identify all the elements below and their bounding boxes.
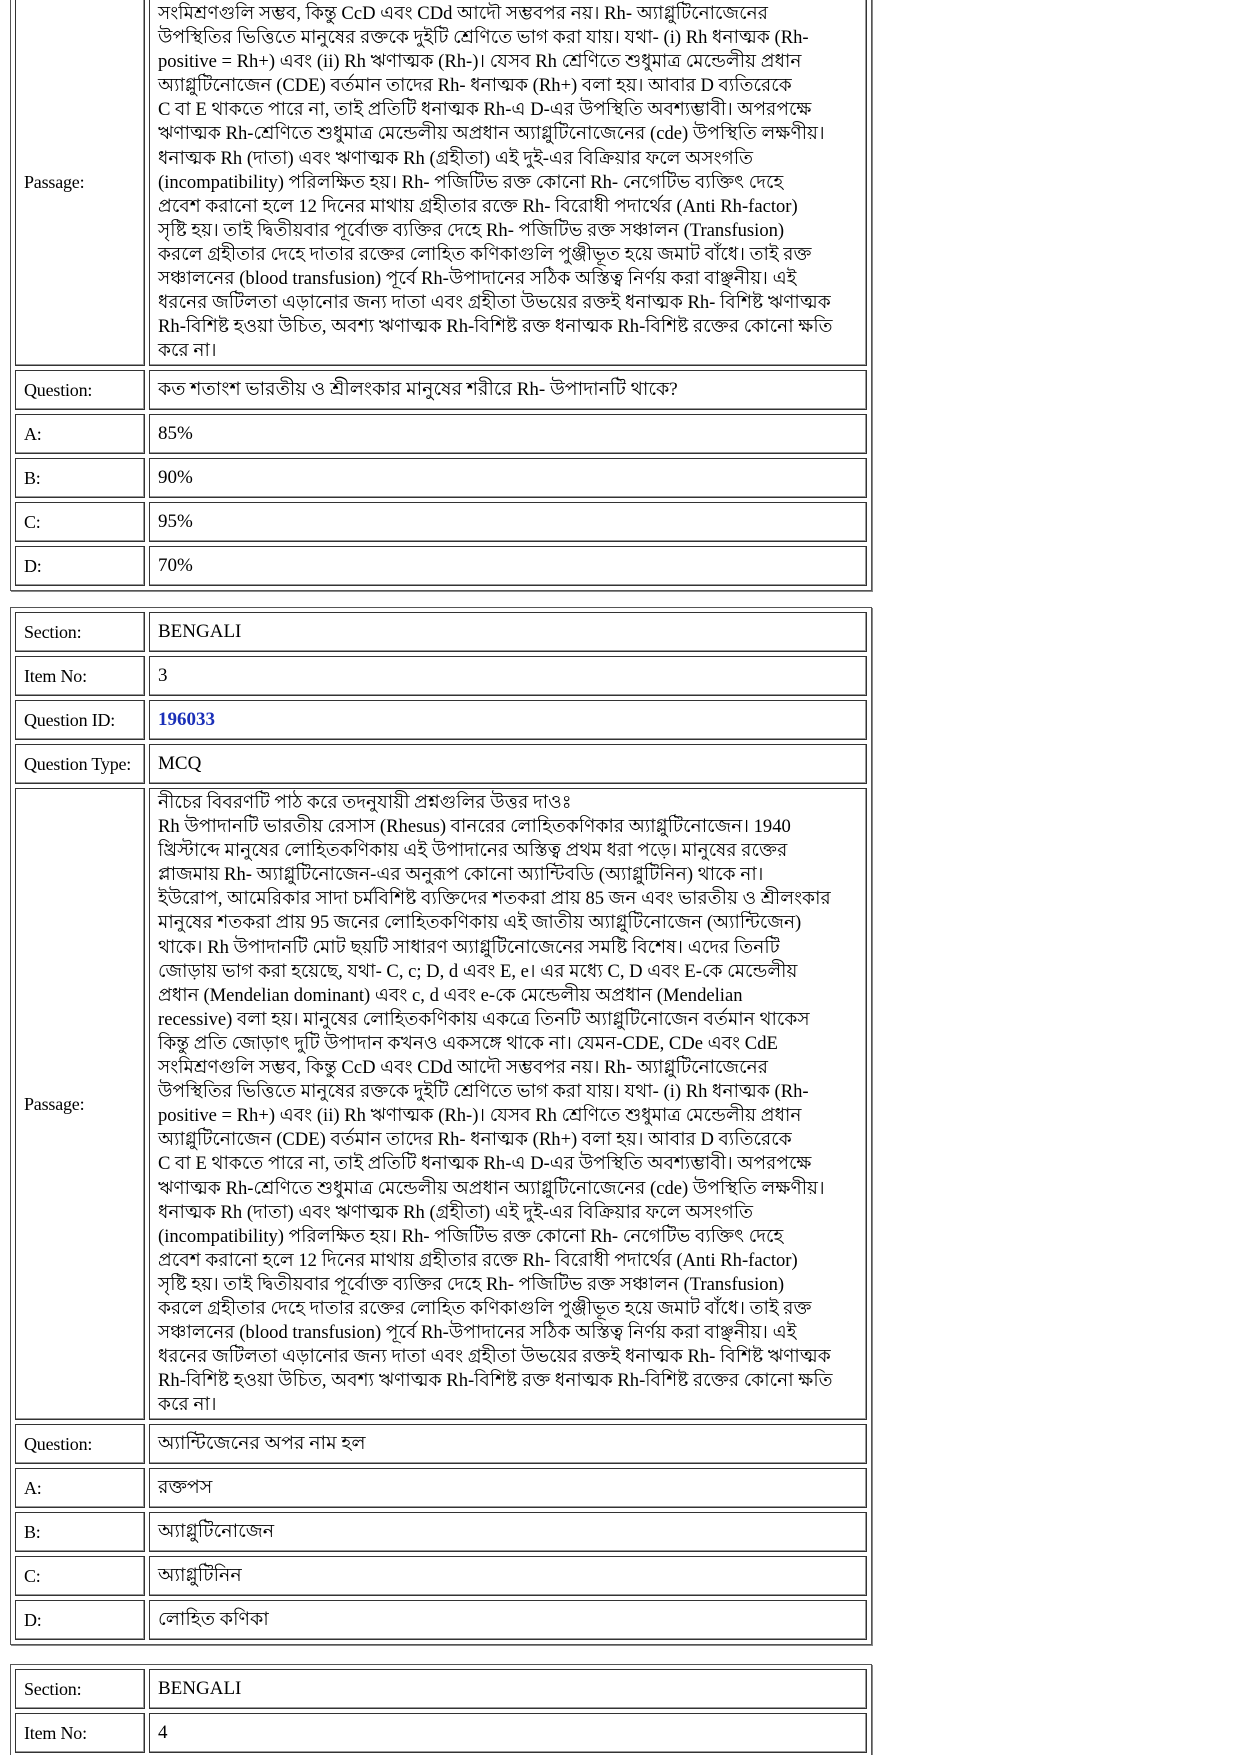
item-no-value: 4 [149,1713,867,1753]
passage-line: ধনাত্মক Rh (দাতা) এবং ঋণাত্মক Rh (গ্রহীতা) এই দুই-এর বিক্রিয়ার ফলে অসংগতি [158,147,754,169]
passage-line: (incompatibility) পরিলক্ষিত হয়। Rh- পজিটিভ রক্ত কোনো Rh- নেগেটিভ ব্যক্তিৎ দেহে [158,171,784,193]
question-type-row [15,744,867,784]
question-id-label: Question ID: [15,700,145,740]
passage-line: অ্যাগ্লুটিনোজেন (CDE) বর্তমান তাদের Rh- ধনাত্মক (Rh+) বলা হয়। আবার D ব্যতিরেকে [158,75,792,97]
option-a-label: A: [15,1468,145,1508]
passage-row [15,788,867,1420]
option-a-text: 85% [149,414,867,454]
passage-line: Rh-বিশিষ্ট হওয়া উচিত, অবশ্য ঋণাত্মক Rh-বিশিষ্ট রক্ত ধনাত্মক Rh-বিশিষ্ট রক্তের কোনো ক্ষতি [158,316,833,338]
section-label: Section: [15,612,145,652]
option-row-a [15,414,867,454]
option-row-c [15,502,867,542]
passage-line: Rh-বিশিষ্ট হওয়া উচিত, অবশ্য ঋণাত্মক Rh-বিশিষ্ট রক্ত ধনাত্মক Rh-বিশিষ্ট রক্তের কোনো ক্ষতি [158,1370,833,1392]
option-c-label: C: [15,1556,145,1596]
question-id-row [15,700,867,740]
passage-line: জোড়ায় ভাগ করা হয়েছে, যথা- C, c; D, d এবং E, e। এর মধ্যে C, D এবং E-কে মেন্ডেলীয় [158,960,798,982]
passage-label: Passage: [15,788,145,1420]
option-b-text: অ্যাগ্লুটিনোজেন [149,1512,867,1552]
passage-line: ঋণাত্মক Rh-শ্রেণিতে শুধুমাত্র মেন্ডেলীয় অপ্রধান অ্যাগ্লুটিনোজেনের (cde) উপস্থিতি লক্ষণীয়। [158,123,825,145]
question-block-2 [10,0,872,591]
passage-line: করলে গ্রহীতার দেহে দাতার রক্তের লোহিত কণিকাগুলি পুঞ্জীভূত হয়ে জমাট বাঁধে। তাই রক্ত [158,243,812,265]
question-type-value: MCQ [149,744,867,784]
passage-line: সঞ্চালনের (blood transfusion) পূর্বে Rh-উপাদানের সঠিক অস্তিত্ব নির্ণয় করা বাঞ্ছনীয়। এই [158,268,797,290]
item-no-label: Item No: [15,1713,145,1753]
option-row-b [15,458,867,498]
passage-line: সংমিশ্রণগুলি সম্ভব, কিন্তু CcD এবং CDd আদৌ সম্ভবপর নয়। Rh- অ্যাগ্লুটিনোজেনের [158,1057,768,1079]
option-row-d [15,546,867,586]
passage-line: C বা E থাকতে পারে না, তাই প্রতিটি ধনাত্মক Rh-এ D-এর উপস্থিতি অবশ্যম্ভাবী। অপরপক্ষে [158,1153,812,1175]
passage-line: উপস্থিতির ভিত্তিতে মানুষের রক্তকে দুইটি শ্রেণিতে ভাগ করা যায়। যথা- (i) Rh ধনাত্মক (Rh- [158,1081,809,1103]
passage-line: ঋণাত্মক Rh-শ্রেণিতে শুধুমাত্র মেন্ডেলীয় অপ্রধান অ্যাগ্লুটিনোজেনের (cde) উপস্থিতি লক্ষণীয়। [158,1177,825,1199]
passage-text [149,0,867,366]
question-text: অ্যান্টিজেনের অপর নাম হল [149,1424,867,1464]
passage-line: ধরনের জটিলতা এড়ানোর জন্য দাতা এবং গ্রহীতা উভয়ের রক্তই ধনাত্মক Rh- বিশিষ্ট ঋণাত্মক [158,292,831,314]
passage-line: সৃষ্টি হয়। তাই দ্বিতীয়বার পূর্বোক্ত ব্যক্তির দেহে Rh- পজিটিভ রক্ত সঞ্চালন (Transfusion) [158,1273,785,1295]
option-b-label: B: [15,1512,145,1552]
passage-line: খ্রিস্টাব্দে মানুষের লোহিতকণিকায় এই উপাদানের অস্তিত্ব প্রথম ধরা পড়ে। মানুষের রক্তের [158,840,788,862]
passage-line: positive = Rh+) এবং (ii) Rh ঋণাত্মক (Rh-)। যেসব Rh শ্রেণিতে শুধুমাত্র মেন্ডেলীয় প্রধান [158,51,802,73]
option-d-label: D: [15,546,145,586]
passage-line: করে না। [158,1394,217,1416]
item-no-row [15,656,867,696]
passage-line: C বা E থাকতে পারে না, তাই প্রতিটি ধনাত্মক Rh-এ D-এর উপস্থিতি অবশ্যম্ভাবী। অপরপক্ষে [158,99,812,121]
option-c-label: C: [15,502,145,542]
option-a-text: রক্তপস [149,1468,867,1508]
passage-line: positive = Rh+) এবং (ii) Rh ঋণাত্মক (Rh-)। যেসব Rh শ্রেণিতে শুধুমাত্র মেন্ডেলীয় প্রধান [158,1105,802,1127]
passage-line: recessive) বলা হয়। মানুষের লোহিতকণিকায় একত্রে তিনটি অ্যাগ্লুটিনোজেন বর্তমান থাকেস [158,1008,810,1030]
question-label: Question: [15,370,145,410]
passage-label: Passage: [15,0,145,366]
option-c-text: 95% [149,502,867,542]
section-value: BENGALI [149,1669,867,1709]
option-d-text: লোহিত কণিকা [149,1600,867,1640]
passage-line: Rh উপাদানটি ভারতীয় রেসাস (Rhesus) বানরের লোহিতকণিকার অ্যাগ্লুটিনোজেন। 1940 [158,816,791,838]
passage-line: করে না। [158,340,217,362]
question-type-label: Question Type: [15,744,145,784]
passage-row [15,0,867,366]
passage-line: প্রবেশ করানো হলে 12 দিনের মাথায় গ্রহীতার রক্তে Rh- বিরোধী পদার্থের (Anti Rh-factor) [158,195,798,217]
section-row [15,612,867,652]
option-d-text: 70% [149,546,867,586]
question-block-4 [10,1664,872,1755]
passage-line: সংমিশ্রণগুলি সম্ভব, কিন্তু CcD এবং CDd আদৌ সম্ভবপর নয়। Rh- অ্যাগ্লুটিনোজেনের [158,3,768,24]
passage-line: প্লাজমায় Rh- অ্যাগ্লুটিনোজেন-এর অনুরূপ কোনো অ্যান্টিবডি (অ্যাগ্লুটিনিন) থাকে না। [158,864,764,886]
option-c-text: অ্যাগ্লুটিনিন [149,1556,867,1596]
passage-line: প্রধান (Mendelian dominant) এবং c, d এবং e-কে মেন্ডেলীয় অপ্রধান (Mendelian [158,984,743,1006]
passage-line: ধরনের জটিলতা এড়ানোর জন্য দাতা এবং গ্রহীতা উভয়ের রক্তই ধনাত্মক Rh- বিশিষ্ট ঋণাত্মক [158,1346,831,1368]
passage-line: (incompatibility) পরিলক্ষিত হয়। Rh- পজিটিভ রক্ত কোনো Rh- নেগেটিভ ব্যক্তিৎ দেহে [158,1225,784,1247]
option-b-label: B: [15,458,145,498]
passage-line: করলে গ্রহীতার দেহে দাতার রক্তের লোহিত কণিকাগুলি পুঞ্জীভূত হয়ে জমাট বাঁধে। তাই রক্ত [158,1297,812,1319]
passage-line: নীচের বিবরণটি পাঠ করে তদনুযায়ী প্রশ্নগুলির উত্তর দাওঃ [158,792,572,813]
question-block-3 [10,607,872,1645]
option-row-c [15,1556,867,1596]
item-no-row [15,1713,867,1753]
passage-line: কিন্তু প্রতি জোড়াৎ দুটি উপাদান কখনও একসঙ্গে থাকে না। যেমন-CDE, CDe এবং CdE [158,1032,778,1054]
question-label: Question: [15,1424,145,1464]
passage-line: ধনাত্মক Rh (দাতা) এবং ঋণাত্মক Rh (গ্রহীতা) এই দুই-এর বিক্রিয়ার ফলে অসংগতি [158,1201,754,1223]
question-id-value: 196033 [158,709,215,730]
item-no-label: Item No: [15,656,145,696]
passage-line: সঞ্চালনের (blood transfusion) পূর্বে Rh-উপাদানের সঠিক অস্তিত্ব নির্ণয় করা বাঞ্ছনীয়। এই [158,1322,797,1344]
option-row-d [15,1600,867,1640]
question-row [15,370,867,410]
option-b-text: 90% [149,458,867,498]
option-d-label: D: [15,1600,145,1640]
passage-line: প্রবেশ করানো হলে 12 দিনের মাথায় গ্রহীতার রক্তে Rh- বিরোধী পদার্থের (Anti Rh-factor) [158,1249,798,1271]
section-label: Section: [15,1669,145,1709]
option-row-a [15,1468,867,1508]
passage-line: উপস্থিতির ভিত্তিতে মানুষের রক্তকে দুইটি শ্রেণিতে ভাগ করা যায়। যথা- (i) Rh ধনাত্মক (Rh- [158,27,809,49]
passage-line: মানুষের শতকরা প্রায় 95 জনের লোহিতকণিকায় এই জাতীয় অ্যাগ্লুটিনোজেন (অ্যান্টিজেন) [158,912,802,934]
item-no-value: 3 [149,656,867,696]
passage-line: থাকে। Rh উপাদানটি মোট ছয়টি সাধারণ অ্যাগ্লুটিনোজেনের সমষ্টি বিশেষ। এদের তিনটি [158,936,780,958]
section-value: BENGALI [149,612,867,652]
section-row [15,1669,867,1709]
question-text: কত শতাংশ ভারতীয় ও শ্রীলংকার মানুষের শরীরে Rh- উপাদানটি থাকে? [149,370,867,410]
passage-line: ইউরোপ, আমেরিকার সাদা চর্মবিশিষ্ট ব্যক্তিদের শতকরা প্রায় 85 জন এবং ভারতীয় ও শ্রীলংকার [158,888,831,910]
passage-line: অ্যাগ্লুটিনোজেন (CDE) বর্তমান তাদের Rh- ধনাত্মক (Rh+) বলা হয়। আবার D ব্যতিরেকে [158,1129,792,1151]
question-row [15,1424,867,1464]
passage-text [149,788,867,1420]
option-row-b [15,1512,867,1552]
option-a-label: A: [15,414,145,454]
passage-line: সৃষ্টি হয়। তাই দ্বিতীয়বার পূর্বোক্ত ব্যক্তির দেহে Rh- পজিটিভ রক্ত সঞ্চালন (Transfusion) [158,219,785,241]
